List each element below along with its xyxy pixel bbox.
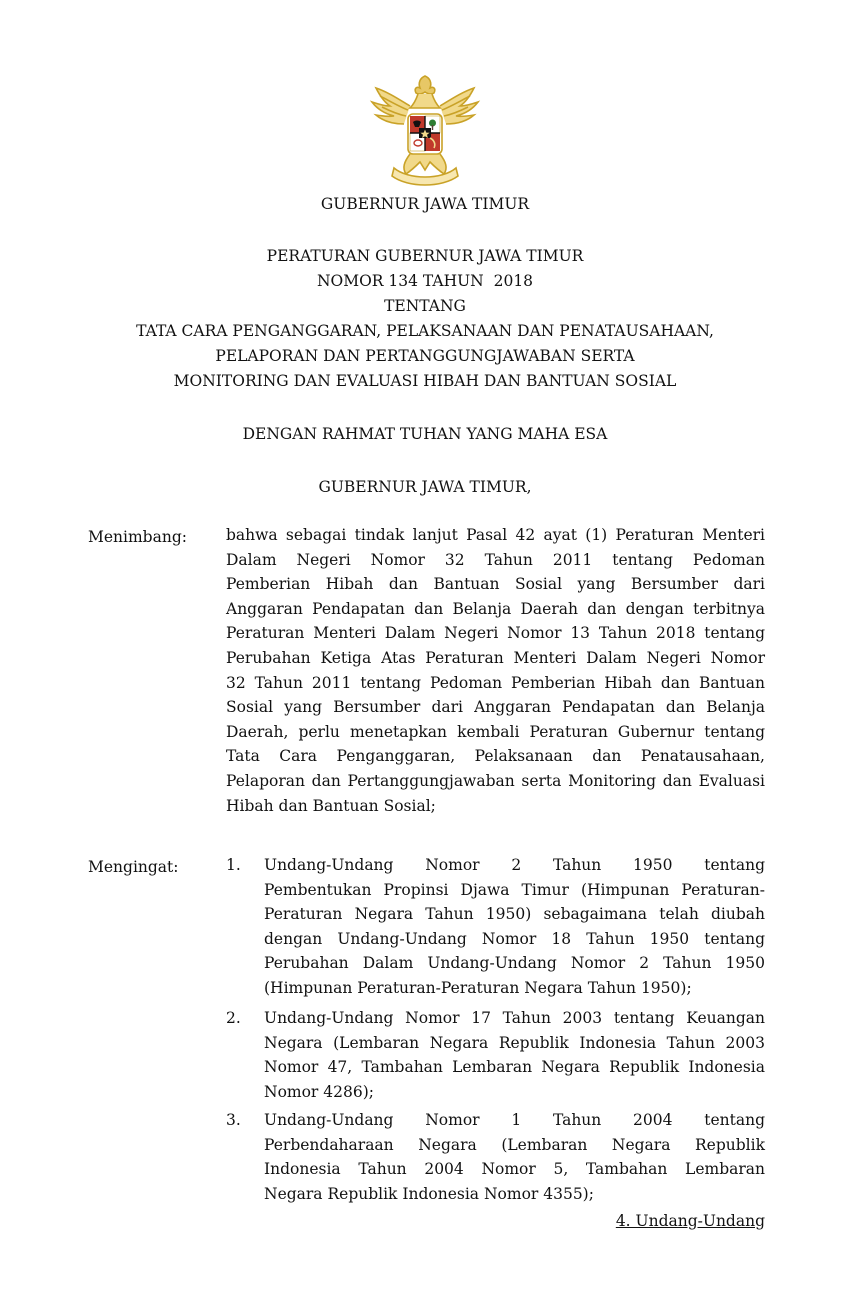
- page-catchword: 4. Undang-Undang: [615, 1212, 765, 1230]
- mengingat-item-1: [264, 853, 765, 1001]
- item-line: Perbendaharaan Negara (Lembaran Negara Republik: [264, 1135, 765, 1154]
- regulation-subject-line-2: PELAPORAN DAN PERTANGGUNGJAWABAN SERTA: [215, 347, 635, 365]
- invocation: DENGAN RAHMAT TUHAN YANG MAHA ESA: [242, 425, 608, 443]
- regulation-subject-line-3: MONITORING DAN EVALUASI HIBAH DAN BANTUAN SOSIAL: [173, 372, 677, 390]
- item-number: 1.: [226, 856, 241, 874]
- paragraph-line: Daerah, perlu menetapkan kembali Peraturan Gubernur tentang: [226, 722, 765, 741]
- mengingat-label: Mengingat:: [88, 858, 179, 876]
- paragraph-line: bahwa sebagai tindak lanjut Pasal 42 ayat (1) Peraturan Menteri: [226, 526, 765, 544]
- item-line: Perubahan Dalam Undang-Undang Nomor 2 Tahun 1950: [264, 954, 765, 973]
- signatory-heading: GUBERNUR JAWA TIMUR,: [318, 478, 532, 496]
- paragraph-line: 32 Tahun 2011 tentang Pedoman Pemberian Hibah dan Bantuan: [226, 673, 765, 692]
- paragraph-line: Anggaran Pendapatan dan Belanja Daerah dan dengan terbitnya: [226, 599, 765, 618]
- paragraph-line: Sosial yang Bersumber dari Anggaran Pendapatan dan Belanja: [226, 698, 765, 717]
- menimbang-label: Menimbang:: [88, 528, 187, 546]
- item-line: Undang-Undang Nomor 1 Tahun 2004 tentang: [264, 1111, 765, 1129]
- item-line: Negara (Lembaran Negara Republik Indonesia Tahun 2003: [264, 1033, 765, 1052]
- garuda-emblem-icon: [364, 70, 486, 192]
- item-line: Undang-Undang Nomor 17 Tahun 2003 tentang Keuangan: [264, 1009, 765, 1027]
- paragraph-line: Tata Cara Penganggaran, Pelaksanaan dan Penatausahaan,: [226, 747, 765, 766]
- item-line: Nomor 47, Tambahan Lembaran Negara Republik Indonesia: [264, 1058, 765, 1077]
- item-line: Indonesia Tahun 2004 Nomor 5, Tambahan Lembaran: [264, 1160, 765, 1179]
- paragraph-line: Peraturan Menteri Dalam Negeri Nomor 13 Tahun 2018 tentang: [226, 624, 765, 643]
- garuda-emblem: [364, 70, 486, 192]
- menimbang-paragraph: [226, 523, 765, 818]
- item-number: 3.: [226, 1111, 241, 1129]
- item-line: Peraturan Negara Tahun 1950) sebagaimana telah diubah: [264, 905, 765, 924]
- regulation-title-line-1: PERATURAN GUBERNUR JAWA TIMUR: [266, 247, 584, 265]
- regulation-number: NOMOR 134 TAHUN 2018: [316, 272, 534, 290]
- authority-heading: GUBERNUR JAWA TIMUR: [320, 195, 530, 213]
- item-line: Pembentukan Propinsi Djawa Timur (Himpunan Peraturan-: [264, 880, 765, 899]
- regulation-tentang: TENTANG: [384, 297, 466, 315]
- paragraph-line: Dalam Negeri Nomor 32 Tahun 2011 tentang Pedoman: [226, 550, 765, 569]
- paragraph-line: Pelaporan dan Pertanggungjawaban serta Monitoring dan Evaluasi: [226, 771, 765, 790]
- item-line: Negara Republik Indonesia Nomor 4355);: [264, 1184, 594, 1203]
- item-line: Undang-Undang Nomor 2 Tahun 1950 tentang: [264, 856, 765, 874]
- paragraph-line: Pemberian Hibah dan Bantuan Sosial yang Bersumber dari: [226, 575, 765, 594]
- item-number: 2.: [226, 1009, 241, 1027]
- paragraph-line: Hibah dan Bantuan Sosial;: [226, 796, 436, 815]
- paragraph-line: Perubahan Ketiga Atas Peraturan Menteri Dalam Negeri Nomor: [226, 648, 765, 667]
- item-line: dengan Undang-Undang Nomor 18 Tahun 1950 tentang: [264, 929, 765, 948]
- mengingat-item-3: [264, 1108, 765, 1206]
- regulation-subject-line-1: TATA CARA PENGANGGARAN, PELAKSANAAN DAN PENATAUSAHAAN,: [136, 322, 714, 340]
- mengingat-item-2: [264, 1006, 765, 1104]
- item-line: Nomor 4286);: [264, 1082, 374, 1101]
- item-line: (Himpunan Peraturan-Peraturan Negara Tahun 1950);: [264, 978, 692, 997]
